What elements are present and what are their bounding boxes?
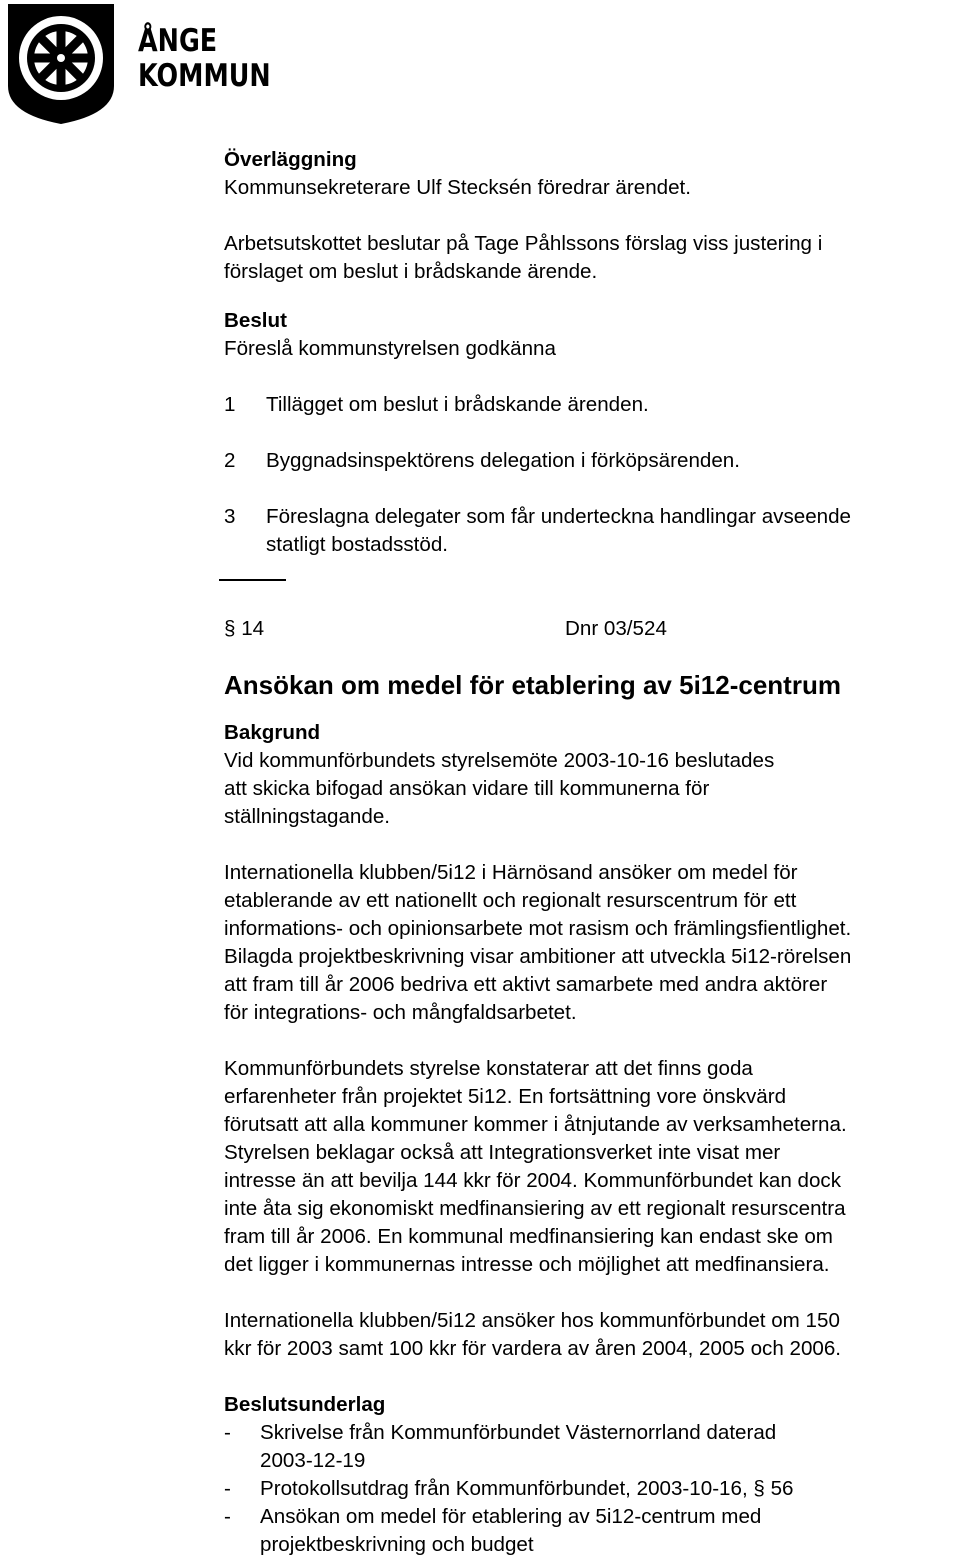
municipality-logo <box>6 2 116 126</box>
bakgrund-line: att skicka bifogad ansökan vidare till kommunerna för <box>224 777 710 800</box>
bakgrund-line: informations- och opinionsarbete mot rasism och främlingsfientlighet. <box>224 917 852 940</box>
underlag-item <box>224 1475 960 1503</box>
paragraph-title: Ansökan om medel för etablering av 5i12-centrum <box>224 670 841 700</box>
bakgrund-line: etablerande av ett nationellt och regionalt resurscentrum för ett <box>224 889 797 912</box>
overlaggning-para-line: förslaget om beslut i brådskande ärende. <box>224 260 598 283</box>
beslut-item <box>224 391 960 419</box>
bakgrund-line: ställningstagande. <box>224 805 391 828</box>
bakgrund-line: att fram till år 2006 bedriva ett aktivt samarbete med andra aktörer <box>224 973 828 996</box>
bakgrund-line: Kommunförbundets styrelse konstaterar att det finns goda <box>224 1057 753 1080</box>
bakgrund-line: för integrations- och mångfaldsarbetet. <box>224 1001 577 1024</box>
diary-number: Dnr 03/524 <box>565 617 667 640</box>
bakgrund-line: Vid kommunförbundets styrelsemöte 2003-10-16 beslutades <box>224 749 775 772</box>
beslut-heading: Beslut <box>224 309 287 332</box>
section-mark: § <box>224 617 236 640</box>
bakgrund-heading: Bakgrund <box>224 721 321 744</box>
underlag-text: Ansökan om medel för etablering av 5i12-centrum med <box>260 1505 762 1528</box>
shield-wheel-icon <box>6 2 116 126</box>
bakgrund-line: fram till år 2006. En kommunal medfinansiering kan endast ske om <box>224 1225 833 1248</box>
beslut-item-number: 2 <box>224 449 236 472</box>
beslut-item-text: Föreslagna delegater som får underteckna handlingar avseende <box>266 505 852 528</box>
underlag-text: Skrivelse från Kommunförbundet Västernorrland daterad <box>260 1421 777 1444</box>
underlag-dash: - <box>224 1421 231 1444</box>
beslut-item <box>224 503 960 531</box>
beslutsunderlag-heading: Beslutsunderlag <box>224 1393 386 1416</box>
bakgrund-line: erfarenheter från projektet 5i12. En fortsättning vore önskvärd <box>224 1085 787 1108</box>
beslut-item-number: 3 <box>224 505 236 528</box>
overlaggning-para-line: Arbetsutskottet beslutar på Tage Påhlssons förslag viss justering i <box>224 232 823 255</box>
beslut-item-text: Tillägget om beslut i brådskande ärenden. <box>266 393 649 416</box>
underlag-dash: - <box>224 1477 231 1500</box>
bakgrund-line: Internationella klubben/5i12 ansöker hos kommunförbundet om 150 <box>224 1309 840 1332</box>
underlag-dash: - <box>224 1505 231 1528</box>
bakgrund-line: kkr för 2003 samt 100 kkr för vardera av åren 2004, 2005 och 2006. <box>224 1337 842 1360</box>
underlag-item <box>224 1503 960 1531</box>
underlag-continuation: 2003-12-19 <box>260 1449 366 1472</box>
beslut-intro: Föreslå kommunstyrelsen godkänna <box>224 337 556 360</box>
bakgrund-line: Styrelsen beklagar också att Integrationsverket inte visat mer <box>224 1141 781 1164</box>
bakgrund-line: Internationella klubben/5i12 i Härnösand ansöker om medel för <box>224 861 798 884</box>
underlag-item <box>224 1419 960 1447</box>
beslut-item-text: Byggnadsinspektörens delegation i förköpsärenden. <box>266 449 740 472</box>
bakgrund-line: inte åta sig ekonomiskt medfinansiering av ett regionalt resurscentra <box>224 1197 846 1220</box>
overlaggning-text: Kommunsekreterare Ulf Stecksén föredrar ärendet. <box>224 176 691 199</box>
logo-wordmark <box>138 24 271 94</box>
section-divider <box>219 579 286 581</box>
underlag-text: Protokollsutdrag från Kommunförbundet, 2003-10-16, § 56 <box>260 1477 794 1500</box>
beslut-item <box>224 447 960 475</box>
paragraph-header <box>224 615 960 643</box>
bakgrund-line: intresse än att bevilja 144 kkr för 2004. Kommunförbundet kan dock <box>224 1169 842 1192</box>
bakgrund-line: det ligger i kommunernas intresse och möjlighet att medfinansiera. <box>224 1253 830 1276</box>
logo-line-1: ÅNGE <box>138 23 218 59</box>
document-body <box>224 146 960 1559</box>
underlag-continuation: projektbeskrivning och budget <box>260 1533 534 1556</box>
bakgrund-line: Bilagda projektbeskrivning visar ambitioner att utveckla 5i12-rörelsen <box>224 945 852 968</box>
bakgrund-line: förutsatt att alla kommuner kommer i åtnjutande av verksamheterna. <box>224 1113 847 1136</box>
beslut-item-number: 1 <box>224 393 236 416</box>
paragraph-number: 14 <box>241 617 265 640</box>
overlaggning-heading: Överläggning <box>224 148 357 171</box>
logo-line-2: KOMMUN <box>138 58 271 94</box>
beslut-item-continuation: statligt bostadsstöd. <box>266 533 449 556</box>
